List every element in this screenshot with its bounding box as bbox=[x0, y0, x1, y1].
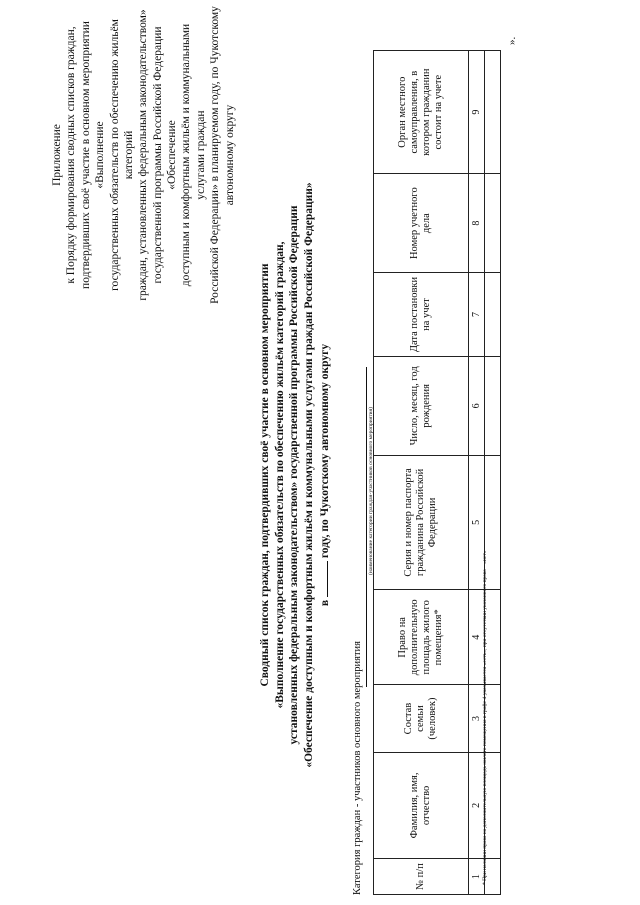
column-number: 6 bbox=[469, 357, 485, 456]
appendix-line: к Порядку формирования сводных списков граждан, bbox=[65, 26, 78, 284]
appendix-line: государственной программы Российской Федерации «Обеспечение bbox=[151, 26, 178, 284]
header-cell: Дата постановки на учет bbox=[374, 272, 469, 356]
appendix-line: государственных обязательств по обеспечению жильём категорий bbox=[108, 19, 135, 291]
table-header-row bbox=[374, 51, 469, 895]
title-year-prefix: в bbox=[318, 599, 331, 607]
appendix-title: Приложение bbox=[51, 124, 63, 186]
appendix-line: доступным и комфортным жильём и коммунальными услугами граждан bbox=[180, 23, 207, 287]
empty-cell bbox=[485, 357, 501, 456]
title-line: «Обеспечение доступным и комфортным жильём и коммунальными услугами граждан Российской Федерации» bbox=[303, 182, 316, 768]
appendix-line: подтвердивших своё участие в основном мероприятии «Выполнение bbox=[79, 21, 107, 289]
header-cell: № п/п bbox=[374, 859, 469, 895]
column-number: 4 bbox=[469, 590, 485, 685]
category-label: Категория граждан - участников основного мероприятия bbox=[352, 641, 363, 895]
title-line: Сводный список граждан, подтвердивших своё участие в основном мероприятии bbox=[259, 263, 271, 687]
title-year-line bbox=[317, 125, 333, 825]
header-cell: Серия и номер паспорта гражданина Российской Федерации bbox=[374, 455, 469, 590]
appendix-block bbox=[50, 5, 237, 305]
column-number: 5 bbox=[469, 455, 485, 590]
header-cell: Номер учетного дела bbox=[374, 174, 469, 273]
column-number: 1 bbox=[469, 859, 485, 895]
appendix-line: граждан, установленных федеральным законодательством» bbox=[137, 9, 150, 301]
footnote: * При наличии права на дополнительную площадь жилого помещения в графе 4 указывается «есть», при отсутствии указанного права – «нет» bbox=[482, 550, 488, 885]
title-line: «Выполнение государственных обязательств по обеспечению жильём категорий граждан, bbox=[273, 241, 286, 709]
title-year-suffix: году, по Чукотскому автономному округу bbox=[318, 343, 331, 559]
title-line: установленных федеральным законодательством» государственной программы Российской Федерации bbox=[288, 205, 301, 745]
column-number: 8 bbox=[469, 174, 485, 273]
header-cell: Состав семьи (человек) bbox=[374, 685, 469, 752]
column-number: 7 bbox=[469, 272, 485, 356]
appendix-line: Российской Федерации» в планируемом году, по Чукотскому bbox=[209, 6, 222, 304]
header-cell: Право на дополнительную площадь жилого помещения* bbox=[374, 590, 469, 685]
year-blank-field bbox=[317, 561, 328, 597]
end-quote: ». bbox=[506, 36, 518, 45]
category-fill-line bbox=[366, 367, 367, 687]
empty-cell bbox=[485, 51, 501, 174]
empty-cell bbox=[485, 174, 501, 273]
column-number: 9 bbox=[469, 51, 485, 174]
column-number: 3 bbox=[469, 685, 485, 752]
column-number: 2 bbox=[469, 752, 485, 858]
empty-cell bbox=[485, 272, 501, 356]
appendix-line: автономному округу bbox=[223, 104, 236, 206]
document-title bbox=[258, 125, 333, 825]
header-cell: Число, месяц, год рождения bbox=[374, 357, 469, 456]
category-hint: (наименование категории граждан-участников основного мероприятия) bbox=[368, 407, 374, 575]
header-cell: Орган местного самоуправления, в котором гражданин состоит на учете bbox=[374, 51, 469, 174]
header-cell: Фамилия, имя, отчество bbox=[374, 752, 469, 858]
